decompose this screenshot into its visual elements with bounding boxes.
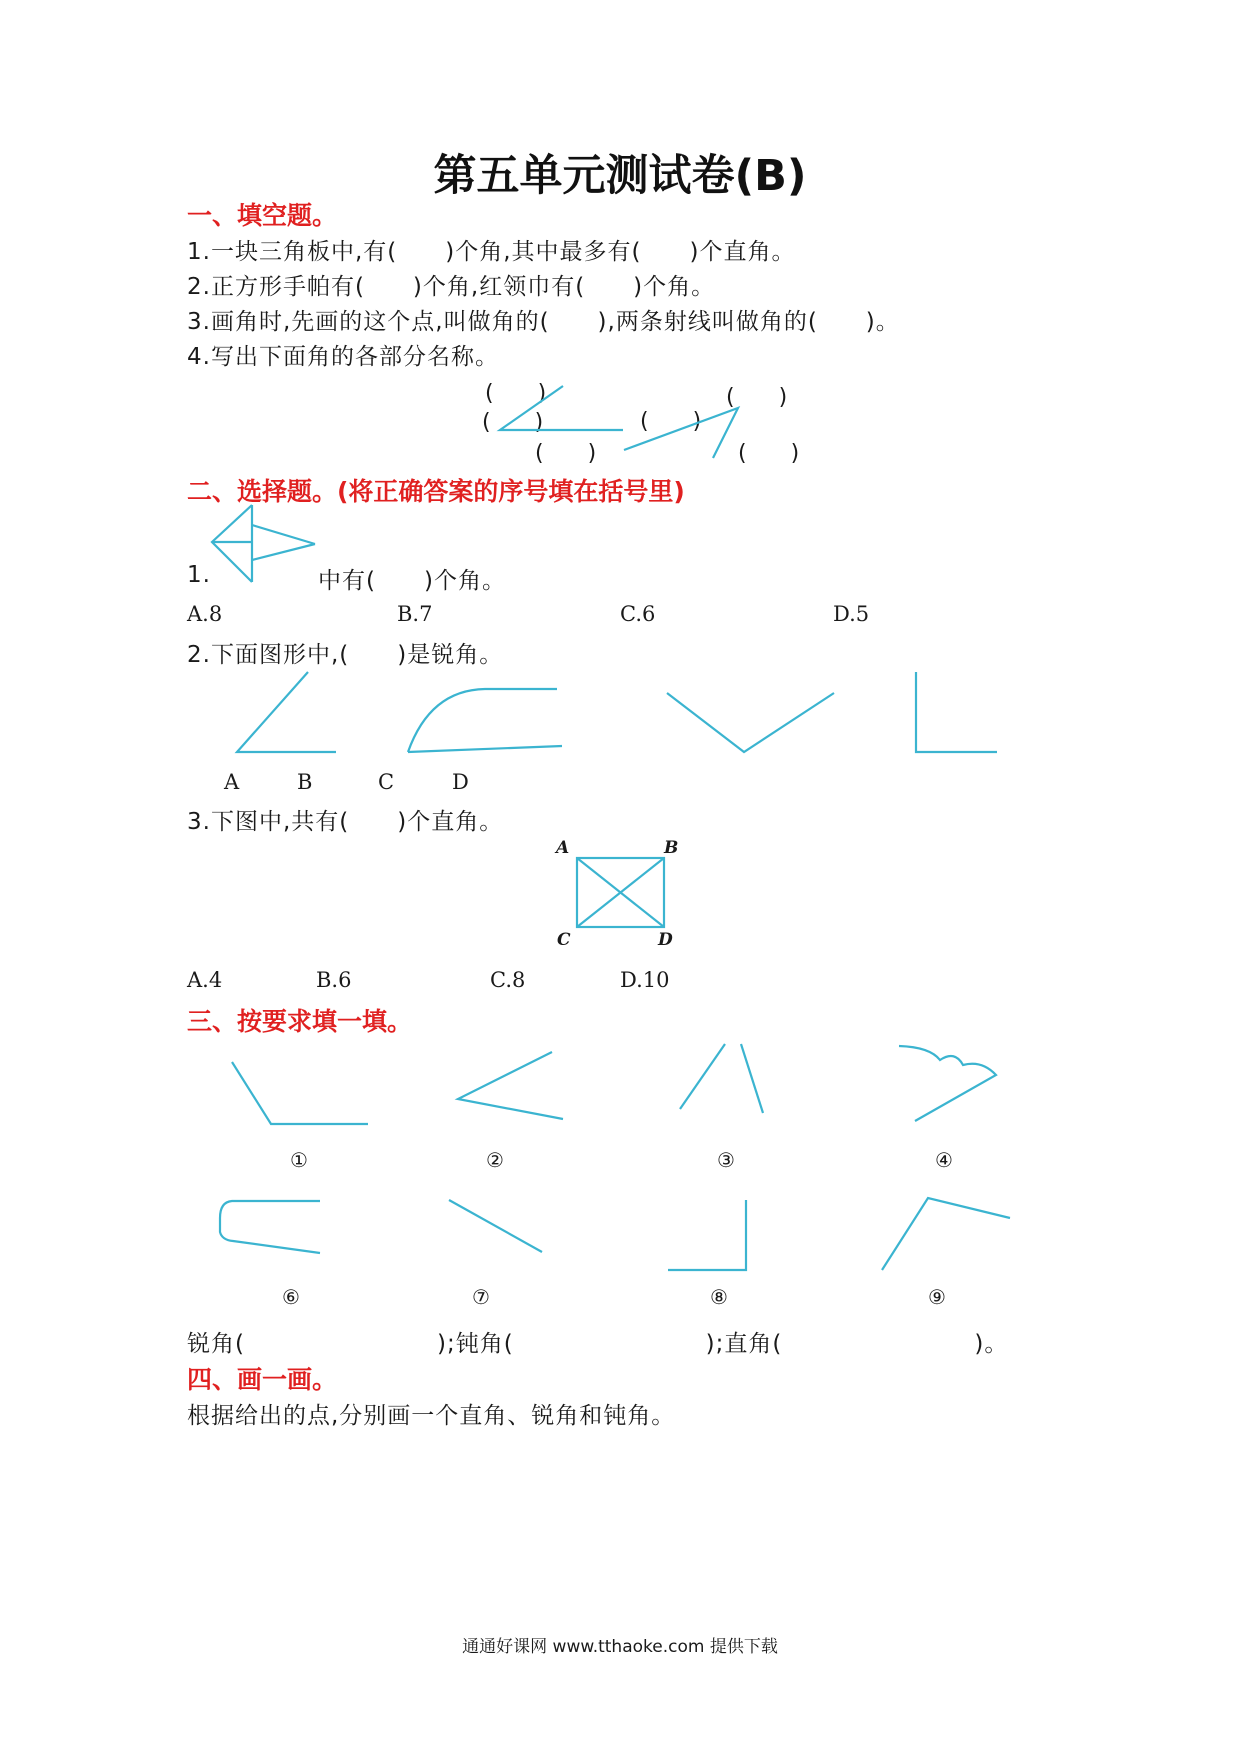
option-a: A.8 [187, 602, 223, 626]
figure-label-d: D [452, 770, 469, 794]
question-1-1: 1.一块三角板中,有( )个角,其中最多有( )个直角。 [187, 239, 796, 265]
option-b: B.7 [397, 602, 433, 626]
angle-part-label: ( ) [535, 441, 597, 466]
figure-number-6: ⑥ [282, 1285, 300, 1309]
page-title: 第五单元测试卷(B) [433, 151, 807, 201]
question-1-4: 4.写出下面角的各部分名称。 [187, 344, 499, 370]
option-d: D.5 [833, 602, 870, 626]
rect-point-d: D [658, 930, 673, 950]
angle-part-label: ( ) [738, 441, 800, 466]
angle-figure-right [624, 408, 738, 458]
figure-8 [668, 1200, 746, 1270]
figure-2 [458, 1052, 563, 1119]
option-a: A.4 [187, 968, 223, 992]
option-b: B.6 [316, 968, 352, 992]
figure-1 [232, 1062, 368, 1124]
question-2-1-number: 1. [187, 562, 211, 588]
figure-label-b: B [297, 770, 313, 794]
question-2-3: 3.下图中,共有( )个直角。 [187, 809, 504, 835]
question-1-3: 3.画角时,先画的这个点,叫做角的( ),两条射线叫做角的( )。 [187, 309, 900, 335]
question-2-2: 2.下面图形中,( )是锐角。 [187, 642, 504, 668]
angle-figure-left [500, 386, 623, 430]
figure-c-obtuse-angle [667, 693, 834, 752]
figure-number-2: ② [486, 1148, 504, 1172]
figure-number-8: ⑧ [710, 1285, 728, 1309]
question-2-1: 中有( )个角。 [318, 568, 506, 594]
figure-d-right-angle [916, 672, 997, 752]
figure-number-1: ① [290, 1148, 308, 1172]
question-4-text: 根据给出的点,分别画一个直角、锐角和钝角。 [187, 1403, 676, 1429]
rectangle-with-diagonals [577, 858, 664, 927]
footer-credit: 通通好课网 www.tthaoke.com 提供下载 [462, 1637, 778, 1657]
question-1-2: 2.正方形手帕有( )个角,红领巾有( )个角。 [187, 274, 716, 300]
figure-4 [899, 1046, 996, 1121]
arrow-figure [212, 505, 315, 582]
figure-b-curved [408, 689, 562, 752]
section-2-heading: 二、选择题。(将正确答案的序号填在括号里) [187, 477, 685, 506]
figure-3 [680, 1044, 763, 1113]
figure-9 [882, 1198, 1010, 1270]
section-3-heading: 三、按要求填一填。 [187, 1007, 413, 1036]
option-c: C.6 [620, 602, 656, 626]
figure-a-acute-angle [237, 672, 336, 752]
rect-point-a: A [556, 838, 570, 858]
option-c: C.8 [490, 968, 526, 992]
angle-part-label: ( ) [640, 409, 702, 434]
angle-part-label: ( ) [482, 410, 544, 435]
figure-number-9: ⑨ [928, 1285, 946, 1309]
figure-label-a: A [224, 770, 240, 794]
figure-label-c: C [378, 770, 395, 794]
figure-number-4: ④ [935, 1148, 953, 1172]
option-d: D.10 [620, 968, 670, 992]
angle-part-label: ( ) [485, 381, 547, 406]
angle-part-label: ( ) [726, 385, 788, 410]
figure-7 [449, 1200, 542, 1252]
figure-6 [220, 1201, 320, 1253]
rect-point-c: C [557, 930, 571, 950]
section-1-heading: 一、填空题。 [187, 201, 338, 230]
section-4-heading: 四、画一画。 [187, 1365, 338, 1394]
rect-point-b: B [664, 838, 679, 858]
angle-classification-answer: 锐角( );钝角( );直角( )。 [187, 1331, 1009, 1357]
figure-number-7: ⑦ [472, 1285, 490, 1309]
figure-number-3: ③ [717, 1148, 735, 1172]
